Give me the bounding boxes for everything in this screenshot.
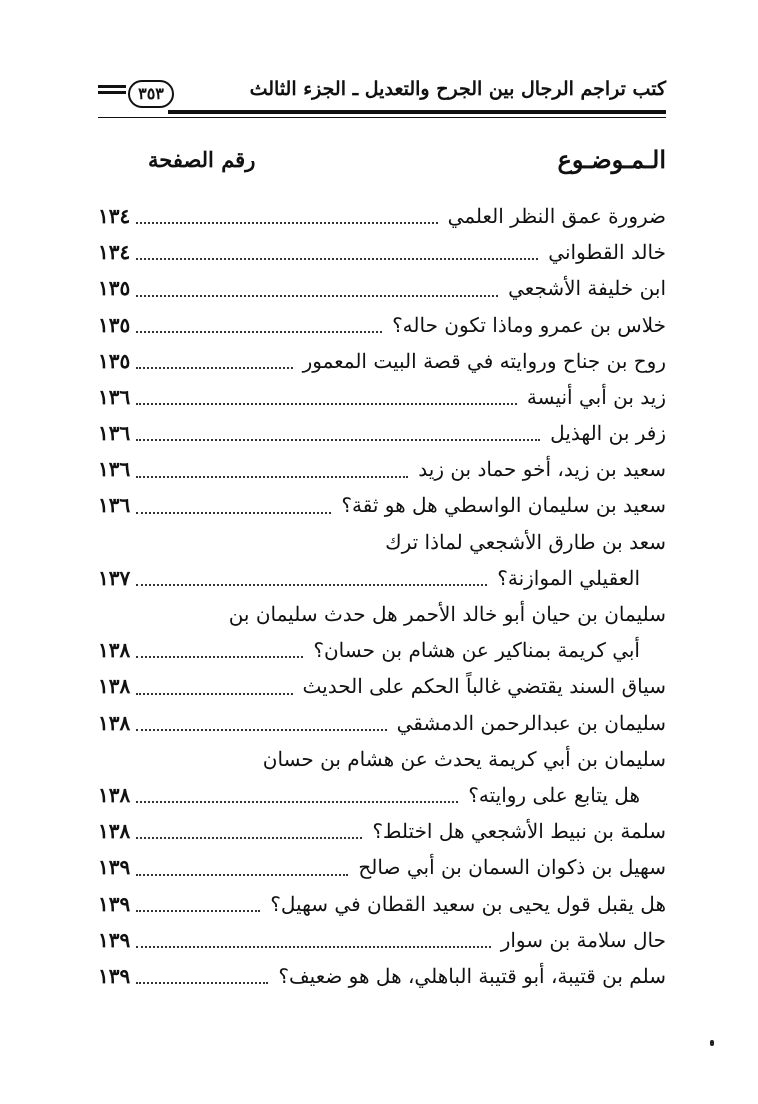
leader-dots xyxy=(136,234,538,270)
leader-dots xyxy=(136,451,408,487)
toc-entry-title: زفر بن الهذيل xyxy=(550,421,666,446)
toc-row xyxy=(98,415,666,451)
leader-dots xyxy=(136,849,348,885)
toc-entry-page: ١٣٩ xyxy=(98,855,131,880)
toc-entry-page: ١٣٦ xyxy=(98,384,131,409)
ink-speck xyxy=(710,1040,714,1046)
leader-dots xyxy=(136,270,498,306)
book-title: كتب تراجم الرجال بين الجرح والتعديل ـ الجزء الثالث xyxy=(249,78,666,100)
toc-row-continuation xyxy=(98,632,666,668)
toc-entry-page: ١٣٤ xyxy=(98,240,131,265)
toc-entry-page: ١٣٥ xyxy=(98,348,131,373)
toc-entry-title: سهيل بن ذكوان السمان بن أبي صالح xyxy=(358,855,666,880)
toc-row xyxy=(98,234,666,270)
leader-dots xyxy=(136,415,540,451)
toc-entry-page: ١٣٧ xyxy=(98,565,131,590)
leader-dots xyxy=(136,813,362,849)
toc-row-continuation xyxy=(98,560,666,596)
leader-dots xyxy=(136,705,387,741)
toc-entry-page: ١٣٦ xyxy=(98,457,131,482)
toc-entry-title: سياق السند يقتضي غالباً الحكم على الحديث xyxy=(302,674,666,699)
toc-row xyxy=(98,886,666,922)
page-number-ornament xyxy=(98,85,126,97)
toc-entry-title: سلمة بن نبيط الأشجعي هل اختلط؟ xyxy=(372,819,666,844)
toc-entry-title: خلاس بن عمرو وماذا تكون حاله؟ xyxy=(392,312,666,337)
toc-entry-page: ١٣٨ xyxy=(98,819,131,844)
toc-row xyxy=(98,488,666,524)
toc-entry-page: ١٣٨ xyxy=(98,674,131,699)
toc-entry-title: سعد بن طارق الأشجعي لماذا ترك xyxy=(385,529,666,554)
leader-dots xyxy=(136,777,458,813)
toc-entry-page: ١٣٩ xyxy=(98,927,131,952)
toc-row-heading-part xyxy=(98,741,666,777)
header-rule-thin xyxy=(98,117,666,118)
toc-entry-title: سلم بن قتيبة، أبو قتيبة الباهلي، هل هو ضعيف؟ xyxy=(278,963,666,988)
leader-dots xyxy=(136,668,293,704)
toc-entry-title: هل يقبل قول يحيى بن سعيد القطان في سهيل؟ xyxy=(270,891,666,916)
toc-entry-page: ١٣٤ xyxy=(98,203,131,228)
toc-entry-title: سعيد بن سليمان الواسطي هل هو ثقة؟ xyxy=(341,493,666,518)
toc-row-heading-part xyxy=(98,524,666,560)
toc-entry-title: أبي كريمة بمناكير عن هشام بن حسان؟ xyxy=(313,638,640,663)
leader-dots xyxy=(136,198,438,234)
leader-dots xyxy=(136,958,268,994)
running-header xyxy=(98,78,666,112)
toc-row xyxy=(98,198,666,234)
page-number: ٣٥٣ xyxy=(128,80,174,108)
toc-row xyxy=(98,270,666,306)
leader-dots xyxy=(136,632,303,668)
toc-entry-page: ١٣٦ xyxy=(98,493,131,518)
leader-dots xyxy=(136,307,382,343)
leader-dots xyxy=(136,488,331,524)
toc-entry-title: ابن خليفة الأشجعي xyxy=(508,276,666,301)
toc-entry-title: خالد القطواني xyxy=(548,240,666,265)
toc-entry-title: سعيد بن زيد، أخو حماد بن زيد xyxy=(418,457,666,482)
toc-entry-page: ١٣٥ xyxy=(98,312,131,337)
toc-entry-title: حال سلامة بن سوار xyxy=(500,927,666,952)
toc-entry-title: زيد بن أبي أنيسة xyxy=(526,384,666,409)
toc-entry-page: ١٣٨ xyxy=(98,782,131,807)
toc-entry-title: روح بن جناح وروايته في قصة البيت المعمور xyxy=(302,348,666,373)
toc-entry-page: ١٣٩ xyxy=(98,891,131,916)
toc-entry-page: ١٣٨ xyxy=(98,710,131,735)
leader-dots xyxy=(136,922,491,958)
table-of-contents xyxy=(98,198,666,994)
toc-entry-page: ١٣٨ xyxy=(98,638,131,663)
toc-entry-title: سليمان بن عبدالرحمن الدمشقي xyxy=(396,710,666,735)
toc-entry-title: سليمان بن حيان أبو خالد الأحمر هل حدث سليمان بن xyxy=(228,602,666,627)
toc-row xyxy=(98,307,666,343)
toc-row xyxy=(98,705,666,741)
toc-entry-page: ١٣٦ xyxy=(98,421,131,446)
page-column-heading: رقم الصفحة xyxy=(148,147,256,172)
toc-row xyxy=(98,451,666,487)
leader-dots xyxy=(136,343,293,379)
toc-entry-title: سليمان بن أبي كريمة يحدث عن هشام بن حسان xyxy=(262,746,666,771)
toc-entry-title: هل يتابع على روايته؟ xyxy=(468,782,640,807)
leader-dots xyxy=(136,886,260,922)
column-headings xyxy=(98,145,666,185)
leader-dots xyxy=(136,379,517,415)
toc-row xyxy=(98,958,666,994)
toc-row xyxy=(98,343,666,379)
toc-row xyxy=(98,668,666,704)
toc-row xyxy=(98,379,666,415)
toc-entry-title: العقيلي الموازنة؟ xyxy=(497,565,640,590)
toc-row xyxy=(98,922,666,958)
toc-row xyxy=(98,813,666,849)
subject-column-heading: الـمـوضـوع xyxy=(557,145,666,174)
header-rule-thick xyxy=(168,110,666,114)
toc-entry-title: ضرورة عمق النظر العلمي xyxy=(447,203,666,228)
toc-entry-page: ١٣٩ xyxy=(98,963,131,988)
toc-row xyxy=(98,849,666,885)
toc-row-continuation xyxy=(98,777,666,813)
toc-entry-page: ١٣٥ xyxy=(98,276,131,301)
leader-dots xyxy=(136,560,487,596)
toc-row-heading-part xyxy=(98,596,666,632)
